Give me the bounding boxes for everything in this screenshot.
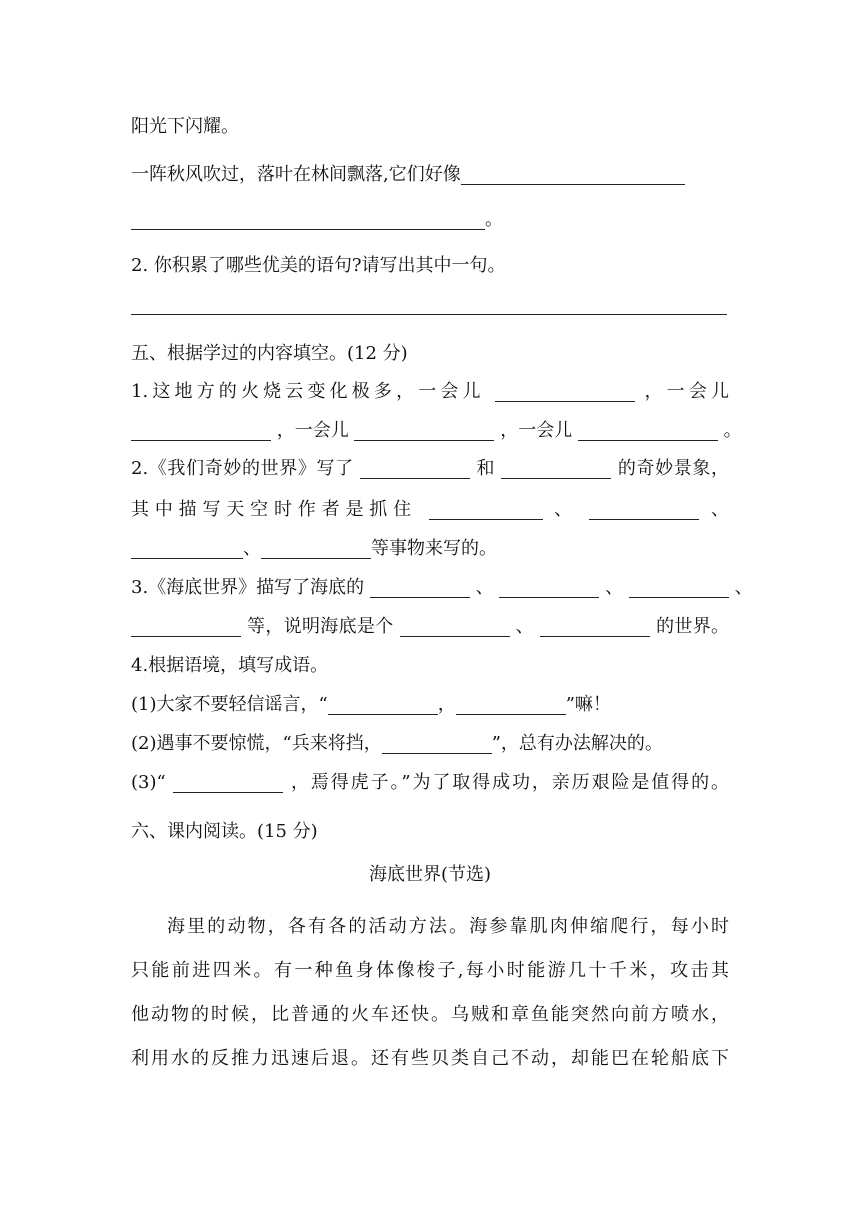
answer-blank[interactable] [370, 577, 470, 598]
answer-blank[interactable] [131, 538, 243, 559]
prompt-text: ，一会儿 [644, 381, 729, 402]
passage-line [131, 1002, 729, 1028]
punctuation: 、 [515, 616, 534, 637]
prompt-text: 等，说明海底是个 [247, 616, 394, 637]
answer-blank[interactable] [400, 616, 510, 637]
passage-title-line [131, 862, 729, 888]
prompt-text: 的奇妙景象， [617, 458, 729, 479]
fill-line [131, 614, 729, 640]
section-5-heading: 五、根据学过的内容填空。(12 分) [131, 343, 408, 364]
punctuation: ， [437, 694, 456, 715]
prompt-text: 和 [476, 458, 496, 479]
passage-line [131, 958, 729, 984]
fill-line [131, 379, 729, 405]
passage-title: 海底世界(节选) [368, 864, 492, 885]
prompt-text: (3)“ [131, 772, 166, 793]
prompt-text: (2)遇事不要惊慌，“兵来将挡， [131, 733, 382, 754]
answer-blank[interactable] [501, 458, 611, 479]
answer-blank[interactable] [540, 616, 650, 637]
prompt-text: ”，总有办法解决的。 [491, 733, 663, 754]
fill-line [131, 456, 729, 482]
answer-blank[interactable] [131, 616, 241, 637]
passage-text: 海里的动物，各有各的活动方法。海参靠肌肉伸缩爬行，每小时 [167, 916, 729, 937]
fill-line [131, 536, 729, 562]
answer-blank[interactable] [131, 420, 271, 441]
section-heading [131, 819, 729, 845]
prompt-text: 1.这地方的火烧云变化极多，一会儿 [131, 381, 485, 402]
punctuation: 、 [554, 499, 578, 520]
punctuation: 、 [475, 577, 494, 598]
section-heading [131, 341, 729, 367]
answer-blank[interactable] [589, 499, 699, 520]
punctuation: 、 [243, 538, 261, 559]
answer-blank[interactable] [360, 458, 470, 479]
text-line [131, 114, 729, 140]
prompt-text: ，一会儿 [500, 420, 573, 441]
answer-blank[interactable] [354, 420, 494, 441]
passage-text: 只能前进四米。有一种鱼身体像梭子,每小时能游几十千米，攻击其 [131, 960, 729, 981]
fill-line [131, 497, 729, 523]
answer-blank[interactable] [382, 733, 492, 754]
fill-line [131, 692, 729, 718]
prompt-text: 一阵秋风吹过，落叶在林间飘落,它们好像 [131, 164, 461, 185]
answer-blank[interactable] [131, 209, 485, 230]
passage-text: 他动物的时候，比普通的火车还快。乌贼和章鱼能突然向前方喷水， [131, 1004, 729, 1025]
question-text [131, 253, 729, 279]
passage-text: 利用水的反推力迅速后退。还有些贝类自己不动，却能巴在轮船底下 [131, 1048, 729, 1069]
answer-blank[interactable] [429, 499, 543, 520]
punctuation: 。 [723, 420, 742, 441]
fill-line [131, 770, 729, 796]
prompt-text: 2.《我们奇妙的世界》写了 [131, 458, 354, 479]
answer-blank[interactable] [499, 577, 599, 598]
answer-blank[interactable] [328, 694, 438, 715]
fill-line [131, 575, 753, 601]
fill-line [131, 162, 729, 188]
punctuation: 。 [485, 209, 503, 230]
answer-blank[interactable] [173, 772, 283, 793]
answer-blank[interactable] [495, 381, 635, 402]
answer-blank[interactable] [456, 694, 566, 715]
fill-line [131, 731, 729, 757]
prompt-text: ，焉得虎子。”为了取得成功，亲历艰险是值得的。 [290, 772, 729, 793]
prompt-text: 等事物来写的。 [371, 538, 497, 559]
prompt-text: 的世界。 [656, 616, 730, 637]
fill-line [131, 207, 729, 233]
prompt-text: ”嘛！ [565, 694, 611, 715]
punctuation: 、 [605, 577, 624, 598]
section-6-heading: 六、课内阅读。(15 分) [131, 821, 318, 842]
question-text [131, 653, 729, 679]
passage-line [131, 914, 729, 940]
answer-line[interactable] [131, 314, 727, 315]
prompt-text: 其中描写天空时作者是抓住 [131, 499, 417, 520]
answer-blank[interactable] [461, 164, 685, 185]
question-2: 2. 你积累了哪些优美的语句?请写出其中一句。 [131, 255, 506, 276]
answer-blank[interactable] [578, 420, 718, 441]
sentence-fragment: 阳光下闪耀。 [131, 116, 239, 137]
prompt-text: 3.《海底世界》描写了海底的 [131, 577, 365, 598]
punctuation: 、 [734, 577, 753, 598]
fill-line [131, 418, 742, 444]
prompt-text: (1)大家不要轻信谣言，“ [131, 694, 328, 715]
passage-line [131, 1046, 729, 1072]
answer-blank[interactable] [629, 577, 729, 598]
prompt-text: ，一会儿 [276, 420, 349, 441]
answer-blank[interactable] [261, 538, 371, 559]
punctuation: 、 [711, 499, 730, 520]
question-4-title: 4.根据语境，填写成语。 [131, 655, 329, 676]
